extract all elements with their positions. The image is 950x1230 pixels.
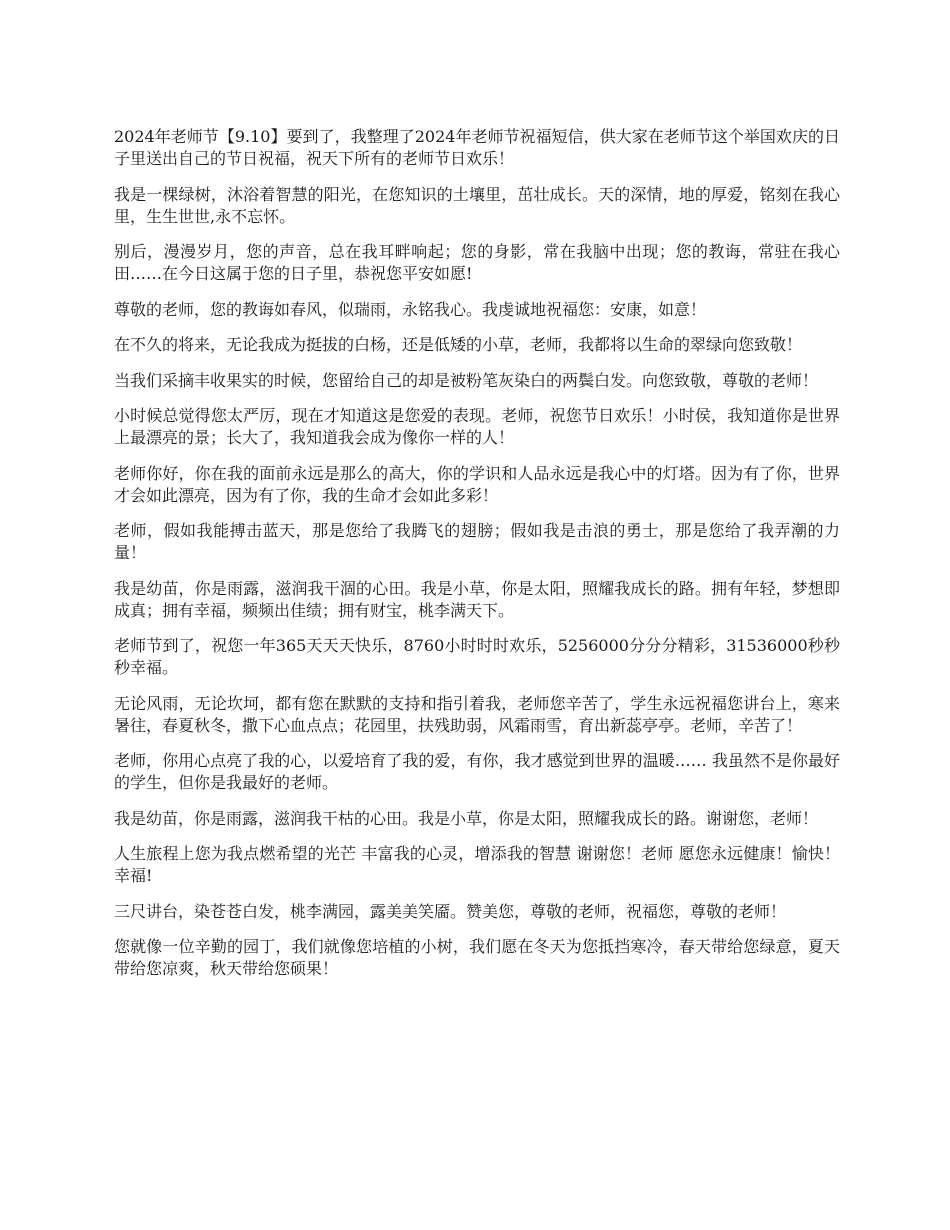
paragraph: 老师，假如我能搏击蓝天，那是您给了我腾飞的翅膀；假如我是击浪的勇士，那是您给了我弄潮的力量！ xyxy=(114,521,840,562)
paragraph: 老师节到了，祝您一年365天天天快乐，8760小时时时欢乐，5256000分分分精彩，31536000秒秒秒幸福。 xyxy=(114,636,840,677)
paragraph: 别后，漫漫岁月，您的声音，总在我耳畔响起；您的身影，常在我脑中出现；您的教诲，常驻在我心田……在今日这属于您的日子里，恭祝您平安如愿! xyxy=(114,242,840,283)
paragraph: 人生旅程上您为我点燃希望的光芒 丰富我的心灵，增添我的智慧 谢谢您！老师 愿您永远健康！愉快！幸福! xyxy=(114,844,840,885)
paragraph: 老师你好，你在我的面前永远是那么的高大，你的学识和人品永远是我心中的灯塔。因为有了你，世界才会如此漂亮，因为有了你，我的生命才会如此多彩！ xyxy=(114,463,840,505)
paragraph: 您就像一位辛勤的园丁，我们就像您培植的小树，我们愿在冬天为您抵挡寒冷，春天带给您绿意，夏天带给您凉爽，秋天带给您硕果！ xyxy=(114,937,840,978)
paragraph: 我是一棵绿树，沐浴着智慧的阳光，在您知识的土壤里，茁壮成长。天的深情，地的厚爱，铭刻在我心里，生生世世,永不忘怀。 xyxy=(114,184,840,226)
paragraph: 无论风雨，无论坎坷，都有您在默默的支持和指引着我，老师您辛苦了，学生永远祝福您讲台上，寒来暑往，春夏秋冬，撒下心血点点；花园里，扶残助弱，风霜雨雪，育出新蕊亭亭。老师，辛苦了！ xyxy=(114,693,840,735)
paragraph: 小时候总觉得您太严厉，现在才知道这是您爱的表现。老师，祝您节日欢乐！小时侯，我知道你是世界上最漂亮的景；长大了，我知道我会成为像你一样的人！ xyxy=(114,406,840,447)
paragraph: 三尺讲台，染苍苍白发，桃李满园，露美美笑靥。赞美您，尊敬的老师，祝福您，尊敬的老师！ xyxy=(114,901,787,921)
paragraph: 尊敬的老师，您的教诲如春风，似瑞雨，永铭我心。我虔诚地祝福您：安康，如意！ xyxy=(114,299,707,319)
paragraph-intro: 2024年老师节【9.10】要到了，我整理了2024年老师节祝福短信，供大家在老师节这个举国欢庆的日子里送出自己的节日祝福，祝天下所有的老师节日欢乐！ xyxy=(114,127,840,168)
paragraph: 老师，你用心点亮了我的心，以爱培育了我的爱，有你，我才感觉到世界的温暖…… 我虽然不是你最好的学生，但你是我最好的老师。 xyxy=(114,751,840,792)
paragraph: 当我们采摘丰收果实的时候，您留给自己的却是被粉笔灰染白的两鬓白发。向您致敬，尊敬的老师！ xyxy=(114,370,819,390)
paragraph: 我是幼苗，你是雨露，滋润我干涸的心田。我是小草，你是太阳，照耀我成长的路。拥有年轻，梦想即成真；拥有幸福，频频出佳绩；拥有财宝，桃李满天下。 xyxy=(114,578,840,620)
paragraph: 在不久的将来，无论我成为挺拔的白杨，还是低矮的小草，老师，我都将以生命的翠绿向您致敬！ xyxy=(114,335,803,354)
paragraph: 我是幼苗，你是雨露，滋润我干枯的心田。我是小草，你是太阳，照耀我成长的路。谢谢您，老师！ xyxy=(114,808,819,828)
document-body xyxy=(114,126,840,994)
